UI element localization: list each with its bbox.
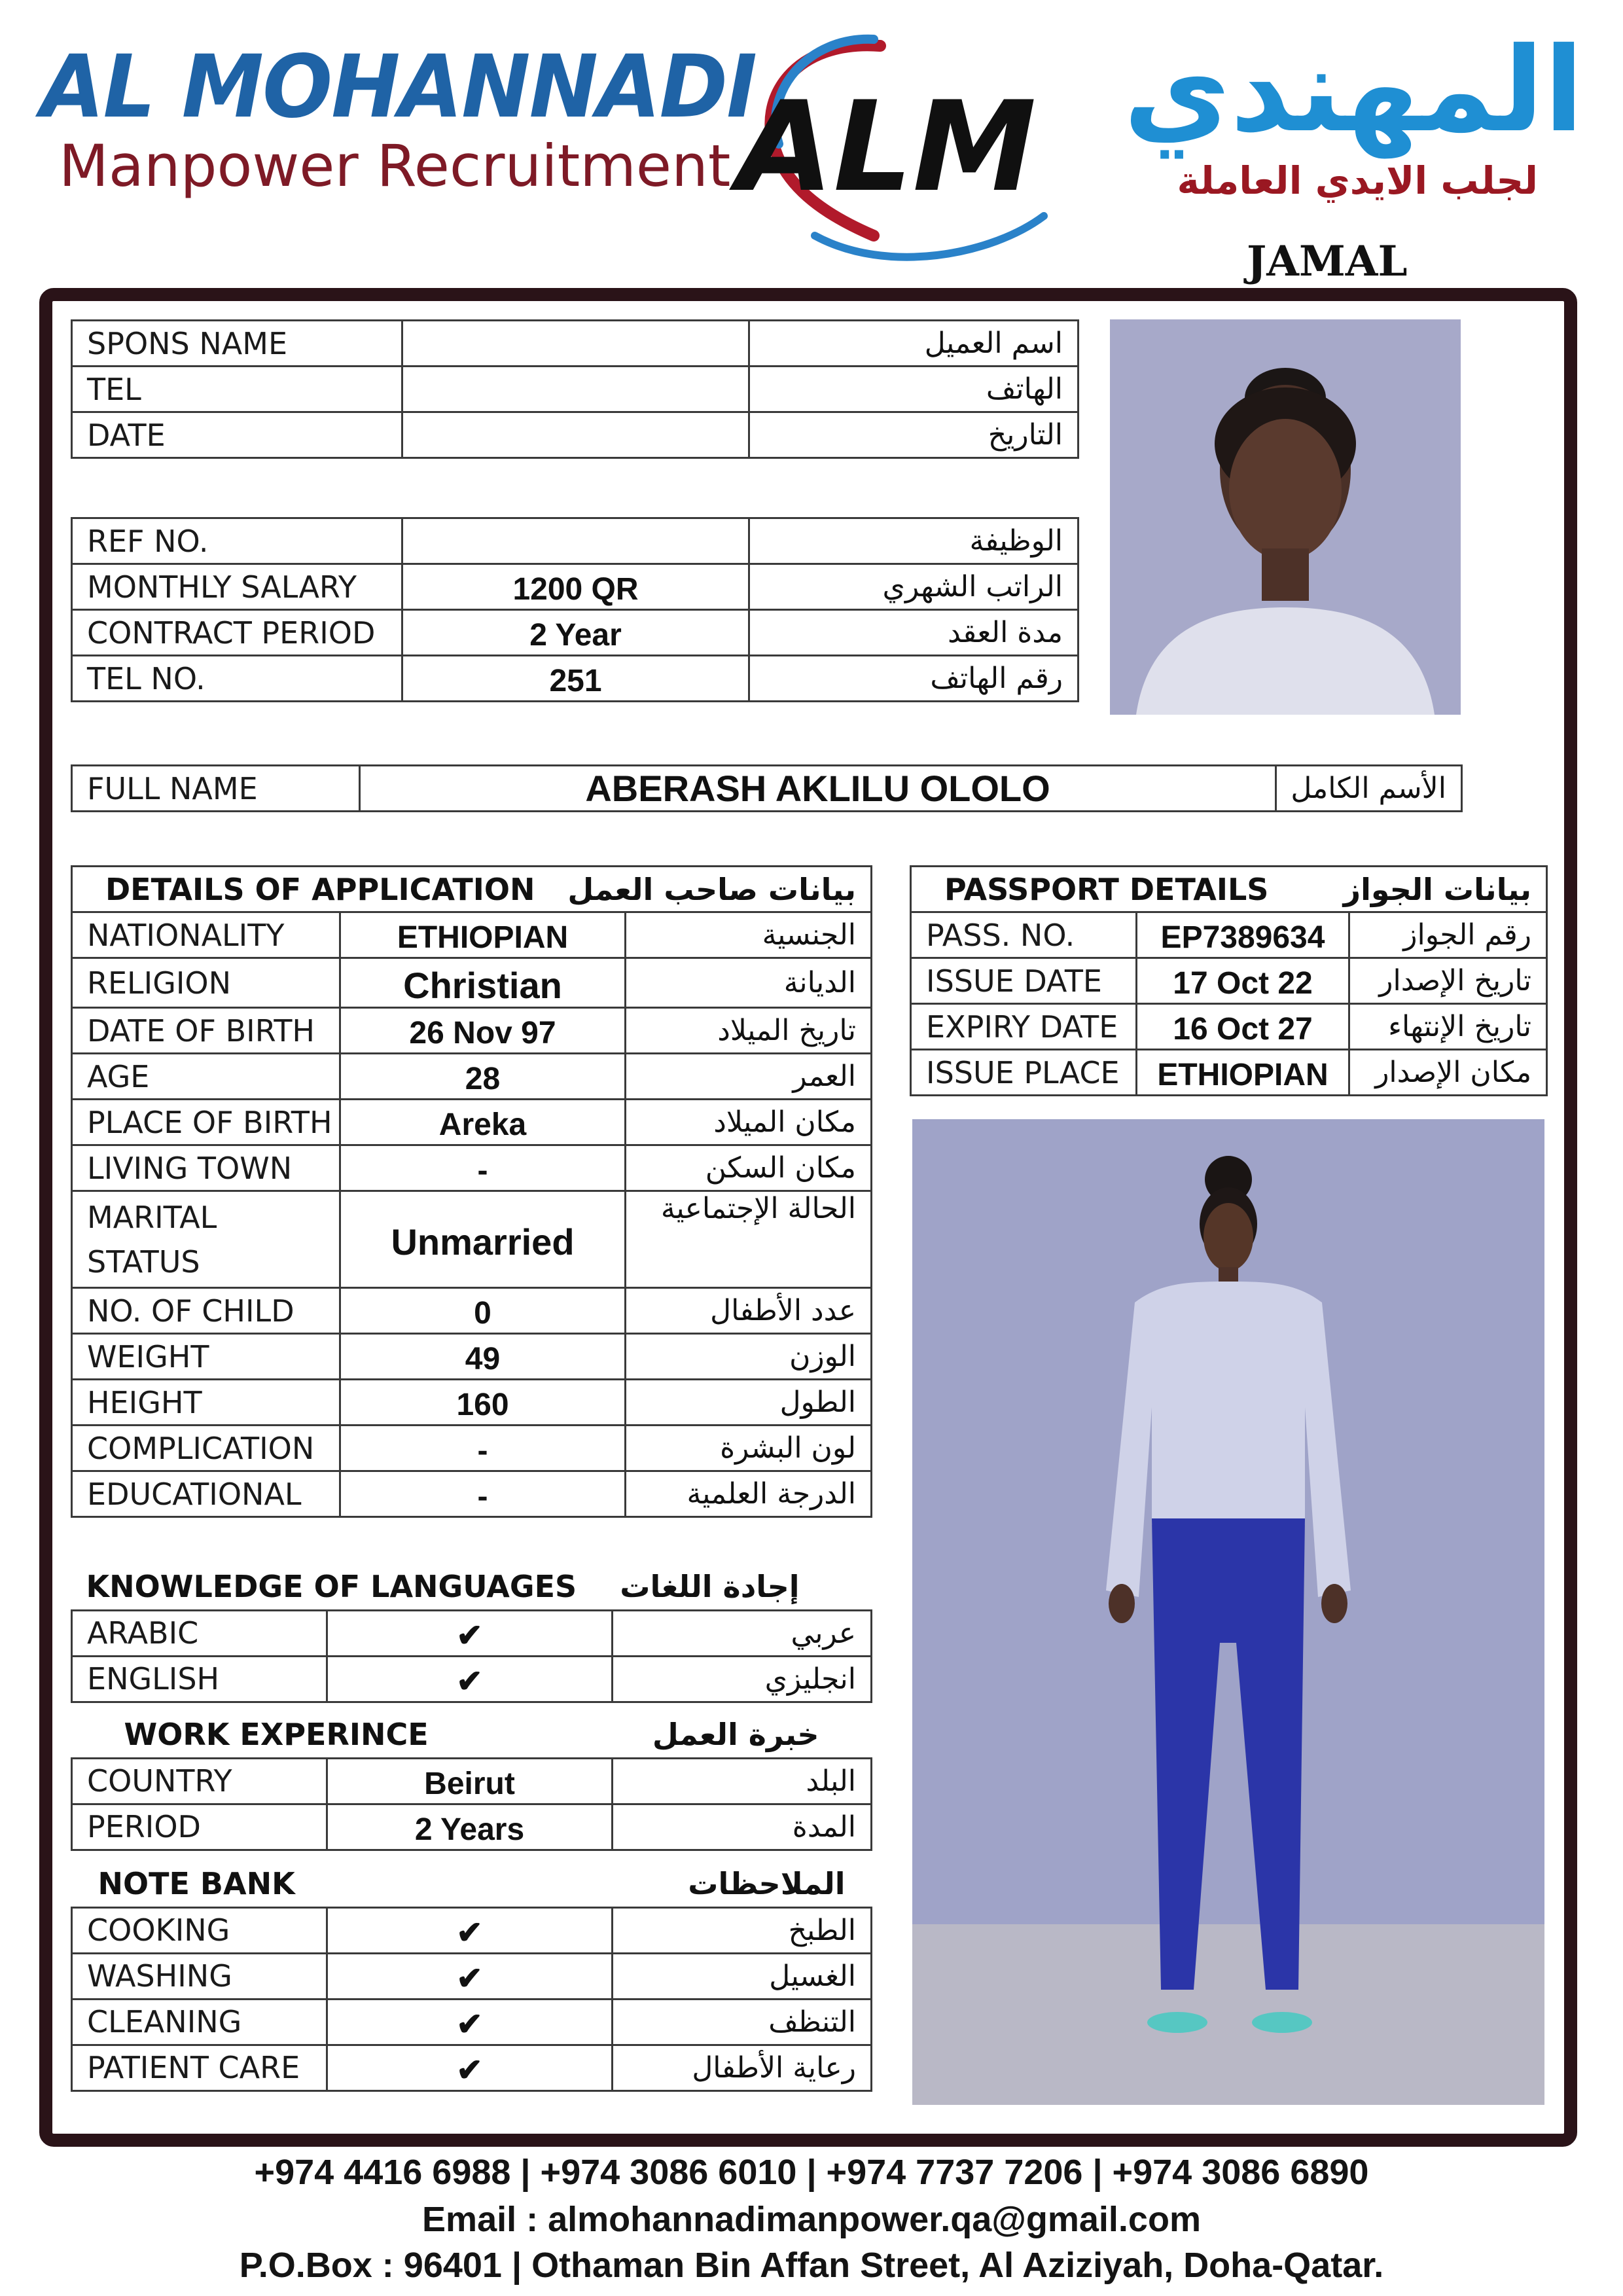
full-name-table [71, 764, 1463, 812]
row-label-ar: الطبخ [613, 1907, 872, 1953]
job-details-table [71, 517, 1079, 702]
row-label: WASHING [72, 1953, 327, 1999]
row-label-ar: تاريخ الميلاد [626, 1008, 872, 1054]
full-name-label-ar: الأسم الكامل [1276, 766, 1462, 812]
row-value: ETHIOPIAN [1137, 1050, 1349, 1096]
row-value: Christian [340, 958, 626, 1008]
row-label-ar: رقم الجواز [1349, 912, 1547, 958]
row-label-ar: مدة العقد [749, 610, 1079, 656]
table-row [72, 1758, 872, 1804]
row-label: DATE OF BIRTH [72, 1008, 340, 1054]
row-value: Unmarried [340, 1191, 626, 1288]
table-row [72, 958, 872, 1008]
row-label-ar: انجليزي [613, 1656, 872, 1702]
full-body-photo [912, 1119, 1544, 2105]
table-row [72, 656, 1079, 702]
application-header [72, 867, 872, 912]
row-value: - [340, 1471, 626, 1517]
row-label-ar: التاريخ [749, 412, 1079, 458]
row-label-ar: العمر [626, 1054, 872, 1100]
row-label-ar: الغسيل [613, 1953, 872, 1999]
row-value [402, 321, 749, 367]
row-label: PASS. NO. [911, 912, 1137, 958]
row-label: TEL [72, 367, 402, 412]
row-label: EXPIRY DATE [911, 1004, 1137, 1050]
experience-title: WORK EXPERINCE [124, 1717, 429, 1753]
passport-title-ar: بيانات الجواز [1349, 867, 1547, 912]
row-label-ar: رعاية الأطفال [613, 2045, 872, 2090]
row-label [72, 1191, 340, 1288]
application-title: DETAILS OF APPLICATION [72, 867, 626, 912]
note-bank-title: NOTE BANK [98, 1866, 295, 1902]
row-label-ar: المدة [613, 1804, 872, 1850]
full-name-value: ABERASH AKLILU OLOLO [360, 766, 1276, 812]
table-row [72, 2045, 872, 2090]
row-label-ar: البلد [613, 1758, 872, 1804]
languages-table [71, 1564, 872, 1703]
row-label: ISSUE DATE [911, 958, 1137, 1004]
row-label: SPONS NAME [72, 321, 402, 367]
row-label: TEL NO. [72, 656, 402, 702]
row-value: Beirut [327, 1758, 613, 1804]
row-value: 0 [340, 1288, 626, 1334]
row-label-ar: مكان الميلاد [626, 1100, 872, 1145]
row-value: 26 Nov 97 [340, 1008, 626, 1054]
brand-logo-text [41, 36, 757, 200]
row-value: 16 Oct 27 [1137, 1004, 1349, 1050]
languages-title-ar: إجادة اللغات [620, 1569, 800, 1605]
footer-email: Email : almohannadimanpower.qa@gmail.com [422, 2200, 1201, 2239]
table-row [72, 1380, 872, 1426]
table-row [72, 1999, 872, 2045]
full-name-label: FULL NAME [72, 766, 360, 812]
table-row [72, 1145, 872, 1191]
table-row [72, 518, 1079, 564]
application-title-ar: بيانات صاحب العمل [626, 867, 872, 912]
passport-title: PASSPORT DETAILS [911, 867, 1349, 912]
row-label-ar: الديانة [626, 958, 872, 1008]
checkmark-icon: ✔ [327, 1907, 613, 1953]
checkmark-icon: ✔ [327, 1610, 613, 1656]
row-value: ETHIOPIAN [340, 912, 626, 958]
row-value: - [340, 1145, 626, 1191]
sponsor-table [71, 319, 1079, 459]
table-row [72, 321, 1079, 367]
agent-name: JAMAL [1247, 237, 1408, 286]
table-row [72, 1907, 872, 1953]
row-label: ISSUE PLACE [911, 1050, 1137, 1096]
footer-phones: +974 4416 6988 | +974 3086 6010 | +974 7737 7206 | +974 3086 6890 [254, 2153, 1369, 2192]
row-label: COUNTRY [72, 1758, 327, 1804]
table-row [72, 367, 1079, 412]
row-label-ar: مكان السكن [626, 1145, 872, 1191]
table-row [72, 1334, 872, 1380]
table-row [72, 412, 1079, 458]
row-label: PLACE OF BIRTH [72, 1100, 340, 1145]
table-row [911, 912, 1547, 958]
table-row [911, 958, 1547, 1004]
row-label: AGE [72, 1054, 340, 1100]
row-label-ar: الحالة الإجتماعية [626, 1191, 872, 1288]
row-label-ar: مكان الإصدار [1349, 1050, 1547, 1096]
table-row [72, 1471, 872, 1517]
row-label-ar: رقم الهاتف [749, 656, 1079, 702]
table-row [72, 1100, 872, 1145]
row-label: RELIGION [72, 958, 340, 1008]
row-label-ar: تاريخ الإصدار [1349, 958, 1547, 1004]
row-label: PERIOD [72, 1804, 327, 1850]
brand-subtitle: Manpower Recruitment [59, 132, 731, 200]
note-bank-title-ar: الملاحظات [688, 1866, 846, 1902]
row-value [402, 367, 749, 412]
brand-title: AL MOHANNADI [41, 36, 757, 137]
row-label: NO. OF CHILD [72, 1288, 340, 1334]
experience-title-ar: خبرة العمل [652, 1717, 819, 1753]
row-label: EDUCATIONAL [72, 1471, 340, 1517]
row-value: 28 [340, 1054, 626, 1100]
table-row [72, 912, 872, 958]
row-label: DATE [72, 412, 402, 458]
row-label: COOKING [72, 1907, 327, 1953]
row-label: WEIGHT [72, 1334, 340, 1380]
footer-address: P.O.Box : 96401 | Othaman Bin Affan Street, Al Aziziyah, Doha-Qatar. [239, 2246, 1384, 2285]
table-row [72, 610, 1079, 656]
note-bank-table [71, 1861, 872, 2092]
brand-arabic [1027, 22, 1584, 203]
row-value: 251 [402, 656, 749, 702]
row-label: REF NO. [72, 518, 402, 564]
row-label: ARABIC [72, 1610, 327, 1656]
row-label-ar: الهاتف [749, 367, 1079, 412]
row-label-line1: MARITAL [87, 1199, 217, 1235]
row-label: NATIONALITY [72, 912, 340, 958]
row-value: 2 Years [327, 1804, 613, 1850]
row-label-ar: الوظيفة [749, 518, 1079, 564]
row-label: CONTRACT PERIOD [72, 610, 402, 656]
row-value [402, 412, 749, 458]
row-label: LIVING TOWN [72, 1145, 340, 1191]
row-label-line2: STATUS [87, 1244, 200, 1280]
row-label-ar: الطول [626, 1380, 872, 1426]
table-row [72, 1426, 872, 1471]
row-label-ar: الجنسية [626, 912, 872, 958]
row-label: CLEANING [72, 1999, 327, 2045]
application-table [71, 865, 872, 1518]
table-row [72, 1804, 872, 1850]
brand-subtitle-ar: لجلب الايدي العاملة [1177, 158, 1538, 203]
row-value: - [340, 1426, 626, 1471]
row-value: 1200 QR [402, 564, 749, 610]
alm-logo-icon [717, 20, 1057, 268]
row-value: Areka [340, 1100, 626, 1145]
table-row [72, 1610, 872, 1656]
svg-text:ALM: ALM [737, 75, 1037, 219]
passport-table [910, 865, 1548, 1096]
row-value: EP7389634 [1137, 912, 1349, 958]
table-row [911, 1004, 1547, 1050]
row-label-ar: التنظف [613, 1999, 872, 2045]
row-label: PATIENT CARE [72, 2045, 327, 2090]
row-value: 160 [340, 1380, 626, 1426]
table-row [72, 1008, 872, 1054]
table-row [72, 1953, 872, 1999]
checkmark-icon: ✔ [327, 2045, 613, 2090]
row-label-ar: لون البشرة [626, 1426, 872, 1471]
row-value: 2 Year [402, 610, 749, 656]
row-label-ar: تاريخ الإنتهاء [1349, 1004, 1547, 1050]
brand-title-ar: المهندي [1123, 22, 1584, 158]
table-row [72, 1054, 872, 1100]
table-row [72, 1191, 872, 1288]
row-value: 49 [340, 1334, 626, 1380]
checkmark-icon: ✔ [327, 1999, 613, 2045]
row-label: MONTHLY SALARY [72, 564, 402, 610]
row-label-ar: الوزن [626, 1334, 872, 1380]
row-label-ar: الراتب الشهري [749, 564, 1079, 610]
row-label-ar: عربي [613, 1610, 872, 1656]
table-row [72, 1288, 872, 1334]
experience-table [71, 1712, 872, 1851]
table-row [72, 564, 1079, 610]
row-label: HEIGHT [72, 1380, 340, 1426]
row-value [402, 518, 749, 564]
row-label-ar: عدد الأطفال [626, 1288, 872, 1334]
row-label: ENGLISH [72, 1656, 327, 1702]
checkmark-icon: ✔ [327, 1953, 613, 1999]
languages-title: KNOWLEDGE OF LANGUAGES [86, 1569, 577, 1605]
row-label-ar: اسم العميل [749, 321, 1079, 367]
table-row [72, 1656, 872, 1702]
portrait-photo [1110, 319, 1461, 715]
row-label: COMPLICATION [72, 1426, 340, 1471]
row-label-ar: الدرجة العلمية [626, 1471, 872, 1517]
checkmark-icon: ✔ [327, 1656, 613, 1702]
row-value: 17 Oct 22 [1137, 958, 1349, 1004]
table-row [911, 1050, 1547, 1096]
